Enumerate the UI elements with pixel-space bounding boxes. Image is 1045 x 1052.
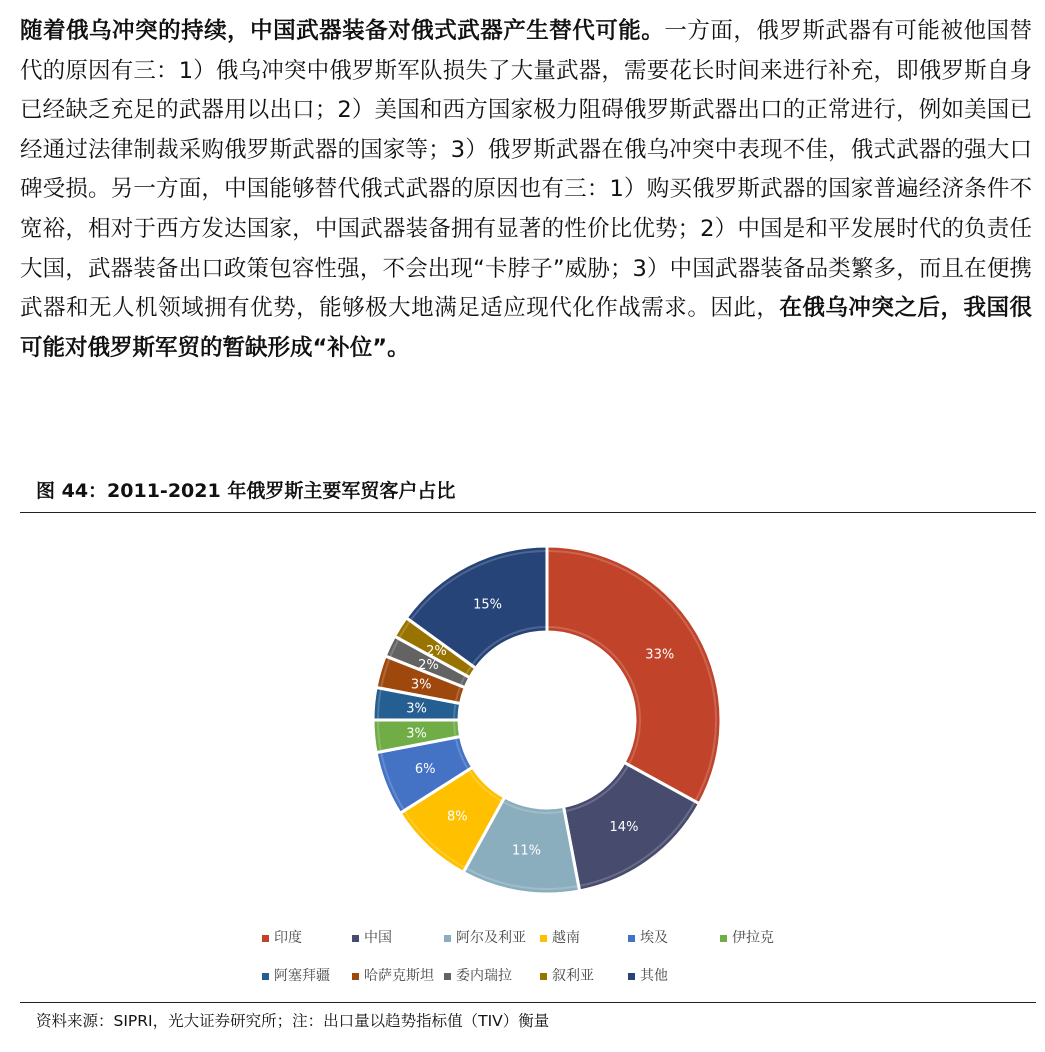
figure-bottom-rule (20, 1002, 1036, 1003)
donut-data-label-6: 3% (406, 726, 427, 742)
legend-label: 阿塞拜疆 (274, 968, 330, 984)
source-note: 资料来源：SIPRI，光大证券研究所；注：出口量以趋势指标值（TIV）衡量 (36, 1012, 550, 1030)
legend-label: 阿尔及利亚 (456, 930, 526, 946)
legend-swatch (262, 935, 269, 942)
legend-swatch (352, 935, 359, 942)
legend-swatch (352, 973, 359, 980)
legend-item-2 (352, 928, 444, 948)
legend-swatch (540, 935, 547, 942)
legend-item-4 (540, 928, 628, 948)
donut-data-label-2: 14% (609, 819, 639, 835)
donut-data-label-3: 11% (512, 843, 541, 859)
legend-swatch (540, 973, 547, 980)
legend-item-5 (628, 928, 720, 948)
legend-item-10 (540, 966, 628, 986)
donut-chart (0, 520, 1045, 920)
legend-label: 伊拉克 (732, 930, 774, 946)
donut-data-label-4: 8% (447, 809, 468, 825)
legend-swatch (444, 935, 451, 942)
donut-data-label-10: 2% (426, 643, 447, 659)
legend-item-3 (444, 928, 540, 948)
donut-data-label-7: 3% (406, 701, 427, 717)
legend-label: 叙利亚 (552, 968, 594, 984)
donut-data-label-11: 15% (473, 597, 502, 613)
legend-swatch (628, 973, 635, 980)
legend-swatch (444, 973, 451, 980)
chart-legend (262, 928, 862, 986)
legend-label: 其他 (640, 968, 668, 984)
legend-label: 越南 (552, 930, 580, 946)
body-paragraph (20, 12, 1032, 368)
donut-data-label-8: 3% (410, 677, 432, 693)
legend-swatch (720, 935, 727, 942)
legend-item-8 (352, 966, 444, 986)
legend-label: 哈萨克斯坦 (364, 968, 434, 984)
legend-item-6 (720, 928, 810, 948)
legend-swatch (628, 935, 635, 942)
figure-title: 图 44：2011-2021 年俄罗斯主要军贸客户占比 (36, 480, 456, 502)
legend-swatch (262, 973, 269, 980)
legend-label: 埃及 (640, 930, 668, 946)
legend-label: 印度 (274, 930, 302, 946)
paragraph-body: 一方面，俄罗斯武器有可能被他国替代的原因有三：1）俄乌冲突中俄罗斯军队损失了大量武器，需要花长时间来进行补充，即俄罗斯自身已经缺乏充足的武器用以出口；2）美国和西方国家极力阻碍俄罗斯武器出口的正常进行，例如美国已经通过法律制裁采购俄罗斯武器的国家等；3）俄罗斯武器在俄乌冲突中表现不佳，俄式武器的强大口碑受损。另一方面，中国能够替代俄式武器的原因也有三：1）购买俄罗斯武器的国家普遍经济条件不宽裕，相对于西方发达国家，中国武器装备拥有显著的性价比优势；2）中国是和平发展时代的负责任大国，武器装备出口政策包容性强，不会出现“卡脖子”威胁；3）中国武器装备品类繁多，而且在便携武器和无人机领域拥有优势，能够极大地满足适应现代化作战需求。因此， (20, 18, 1032, 322)
legend-item-11 (628, 966, 720, 986)
donut-slice-1 (547, 546, 721, 804)
legend-label: 中国 (364, 930, 392, 946)
donut-data-label-9: 2% (418, 658, 439, 674)
figure-top-rule (20, 512, 1036, 513)
paragraph-tail-bold: 在俄乌冲突之后，我国很可能对俄罗斯军贸的暂缺形成“补位”。 (20, 295, 1032, 361)
paragraph-lead-bold: 随着俄乌冲突的持续，中国武器装备对俄式武器产生替代可能。 (20, 18, 665, 44)
legend-item-9 (444, 966, 540, 986)
donut-data-label-5: 6% (414, 762, 436, 778)
legend-item-1 (262, 928, 352, 948)
legend-label: 委内瑞拉 (456, 968, 512, 984)
donut-data-label-1: 33% (645, 647, 675, 663)
legend-item-7 (262, 966, 352, 986)
